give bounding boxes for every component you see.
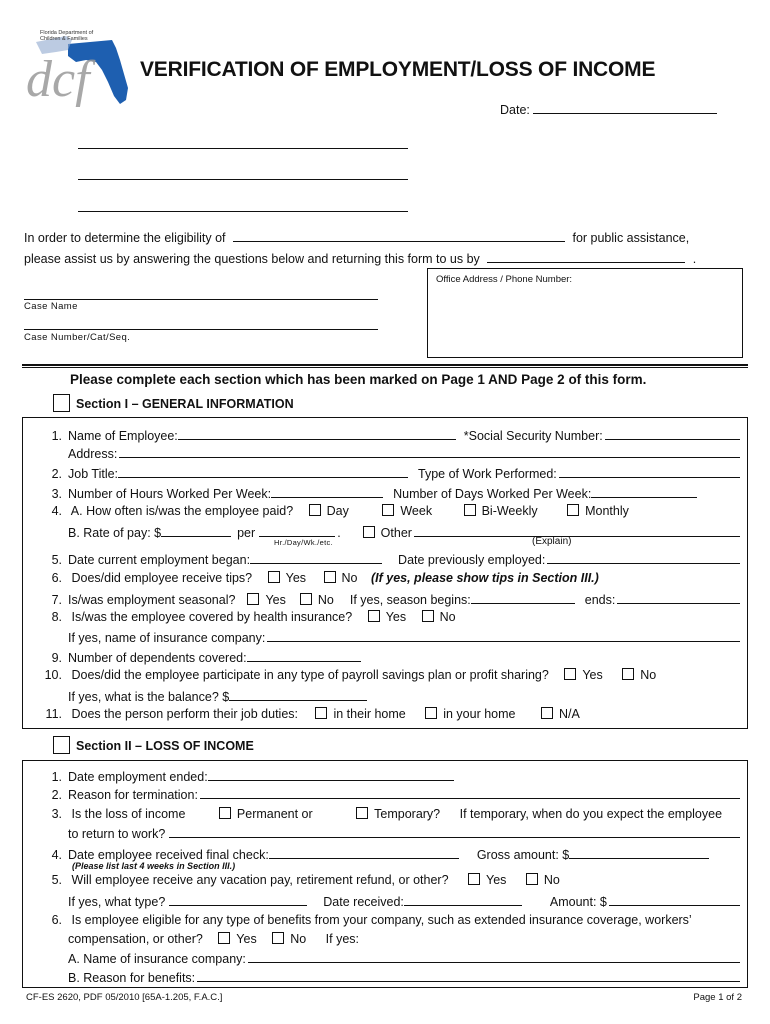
season-ends-label: ends: xyxy=(584,593,616,607)
type-of-work-label: Type of Work Performed: xyxy=(418,467,557,481)
tips-label: Does/did employee receive tips? xyxy=(71,571,253,585)
savings-balance-label: If yes, what is the balance? $ xyxy=(68,690,230,704)
benefits-reason-field[interactable] xyxy=(197,970,740,982)
benefits-yes-label: Yes xyxy=(236,932,257,946)
recipient-address-line-3[interactable] xyxy=(78,211,408,212)
insurance-yes-label: Yes xyxy=(385,610,407,624)
explain-hint: (Explain) xyxy=(532,536,572,547)
seasonal-yes-label: Yes xyxy=(265,593,286,607)
termination-reason-label: Reason for termination: xyxy=(68,788,198,802)
employment-began-field[interactable] xyxy=(250,551,382,564)
rate-of-pay-field[interactable] xyxy=(161,524,231,537)
seasonal-yes-checkbox[interactable] xyxy=(247,593,259,605)
pay-monthly-checkbox[interactable] xyxy=(567,504,579,516)
job-title-label: Job Title: xyxy=(68,467,119,481)
insurance-no-checkbox[interactable] xyxy=(422,610,434,622)
form-id: CF-ES 2620, PDF 05/2010 [65A-1.205, F.A.C.] xyxy=(26,992,223,1003)
termination-reason-field[interactable] xyxy=(200,787,740,799)
pay-frequency-label: A. How often is/was the employee paid? xyxy=(70,504,294,518)
form-title: VERIFICATION OF EMPLOYMENT/LOSS OF INCOME xyxy=(140,58,656,81)
q10-number: 10. xyxy=(44,668,62,682)
case-name-label: Case Name xyxy=(24,301,78,312)
final-check-label: Date employee received final check: xyxy=(68,848,269,862)
address-label: Address: xyxy=(68,447,118,461)
season-begins-field[interactable] xyxy=(471,591,575,604)
intro-line1-prefix: In order to determine the eligibility of xyxy=(24,231,226,245)
savings-yes-label: Yes xyxy=(582,668,603,682)
pay-day-checkbox[interactable] xyxy=(309,504,321,516)
q1-number: 1. xyxy=(51,429,62,443)
previously-employed-label: Date previously employed: xyxy=(398,553,546,567)
intro-line2: please assist us by answering the questions below and returning this form to us by xyxy=(24,252,480,266)
rate-unit-hint: Hr./Day/Wk./etc. xyxy=(274,538,333,547)
hours-per-week-label: Number of Hours Worked Per Week: xyxy=(68,487,272,501)
applicant-name-field[interactable] xyxy=(233,229,565,242)
employment-began-label: Date current employment began: xyxy=(68,553,251,567)
type-of-work-field[interactable] xyxy=(559,466,740,478)
date-received-field[interactable] xyxy=(404,893,522,906)
vacation-no-checkbox[interactable] xyxy=(526,873,538,885)
vacation-yes-checkbox[interactable] xyxy=(468,873,480,885)
pay-other-label: Other xyxy=(380,526,412,540)
s2-q4-number: 4. xyxy=(51,848,62,862)
loss-type-label: Is the loss of income xyxy=(71,807,186,821)
q3-number: 3. xyxy=(51,487,62,501)
final-check-note: (Please list last 4 weeks in Section III.) xyxy=(72,861,236,871)
benefits-eligible-line1: Is employee eligible for any type of benefits from your company, such as extended insurance coverage, workers’ xyxy=(71,913,692,927)
date-received-label: Date received: xyxy=(323,895,404,909)
vacation-pay-label: Will employee receive any vacation pay, retirement refund, or other? xyxy=(71,873,449,887)
pay-other-field[interactable] xyxy=(414,525,740,537)
loss-permanent-label: Permanent or xyxy=(236,807,313,821)
q4-number: 4. xyxy=(51,504,62,518)
pay-biweekly-label: Bi-Weekly xyxy=(481,504,538,518)
benefits-yes-checkbox[interactable] xyxy=(218,932,230,944)
section2-title: Section II – LOSS OF INCOME xyxy=(76,739,254,753)
employment-ended-label: Date employment ended: xyxy=(68,770,208,784)
insurance-company-label: If yes, name of insurance company: xyxy=(68,631,266,645)
savings-balance-field[interactable] xyxy=(229,688,367,701)
duties-your-home-checkbox[interactable] xyxy=(425,707,437,719)
vacation-no-label: No xyxy=(543,873,560,887)
office-address-box[interactable] xyxy=(427,268,743,358)
gross-amount-field[interactable] xyxy=(569,846,709,859)
return-by-date-field[interactable] xyxy=(487,250,685,263)
savings-yes-checkbox[interactable] xyxy=(564,668,576,680)
recipient-address-line-2[interactable] xyxy=(78,179,408,180)
case-number-field[interactable] xyxy=(24,329,378,330)
benefits-insurance-company-field[interactable] xyxy=(248,951,740,963)
duties-their-home-label: in their home xyxy=(333,707,406,721)
job-title-field[interactable] xyxy=(118,465,408,478)
pay-other-checkbox[interactable] xyxy=(363,526,375,538)
q2-number: 2. xyxy=(51,467,62,481)
tips-yes-checkbox[interactable] xyxy=(268,571,280,583)
pay-monthly-label: Monthly xyxy=(585,504,629,518)
vacation-amount-label: Amount: $ xyxy=(549,895,607,909)
q11-number: 11. xyxy=(45,707,62,721)
insurance-company-field[interactable] xyxy=(267,630,740,642)
s2-q3-number: 3. xyxy=(51,807,62,821)
benefits-if-yes-label: If yes: xyxy=(325,932,359,946)
date-field[interactable] xyxy=(533,101,717,114)
s2-q6-number: 6. xyxy=(51,913,62,927)
savings-no-label: No xyxy=(640,668,657,682)
tips-no-label: No xyxy=(341,571,358,585)
q6-number: 6. xyxy=(51,571,62,585)
loss-temporary-label: Temporary? xyxy=(374,807,441,821)
benefits-eligible-line2: compensation, or other? xyxy=(68,932,203,946)
vacation-type-field[interactable] xyxy=(169,893,307,906)
rate-of-pay-label: B. Rate of pay: $ xyxy=(68,526,162,540)
insurance-no-label: No xyxy=(439,610,456,624)
ssn-label: *Social Security Number: xyxy=(463,429,603,443)
loss-permanent-checkbox[interactable] xyxy=(219,807,231,819)
s2-q5-number: 5. xyxy=(51,873,62,887)
dcf-logo xyxy=(16,30,134,110)
benefits-no-label: No xyxy=(290,932,307,946)
rate-per-label: per xyxy=(237,526,256,540)
pay-week-label: Week xyxy=(400,504,433,518)
q9-number: 9. xyxy=(51,651,62,665)
vacation-amount-field[interactable] xyxy=(609,894,740,906)
savings-plan-label: Does/did the employee participate in any type of payroll savings plan or profit sharing? xyxy=(71,668,549,682)
vacation-yes-label: Yes xyxy=(486,873,507,887)
agency-name-line1: Florida Department of xyxy=(40,30,94,36)
florida-map-icon xyxy=(16,30,134,110)
health-insurance-label: Is/was the employee covered by health insurance? xyxy=(71,610,353,624)
q5-number: 5. xyxy=(51,553,62,567)
seasonal-label: Is/was employment seasonal? xyxy=(68,593,236,607)
duties-your-home-label: in your home xyxy=(443,707,516,721)
benefits-no-checkbox[interactable] xyxy=(272,932,284,944)
employee-name-field[interactable] xyxy=(178,427,456,440)
vacation-type-label: If yes, what type? xyxy=(68,895,166,909)
employment-ended-field[interactable] xyxy=(208,768,454,781)
return-to-work-field[interactable] xyxy=(169,826,740,838)
benefits-insurance-company-label: A. Name of insurance company: xyxy=(68,952,246,966)
season-ends-field[interactable] xyxy=(617,592,740,604)
intro-period: . xyxy=(692,252,697,266)
tips-no-checkbox[interactable] xyxy=(324,571,336,583)
seasonal-no-label: No xyxy=(317,593,334,607)
section1-checkbox[interactable] xyxy=(53,394,70,412)
savings-no-checkbox[interactable] xyxy=(622,668,634,680)
days-per-week-field[interactable] xyxy=(591,485,697,498)
tips-note: (If yes, please show tips in Section III.) xyxy=(370,571,599,585)
employee-name-label: Name of Employee: xyxy=(68,429,178,443)
s2-q1-number: 1. xyxy=(51,770,62,784)
q8-number: 8. xyxy=(51,610,62,624)
recipient-address-line-1[interactable] xyxy=(78,148,408,149)
duties-na-checkbox[interactable] xyxy=(541,707,553,719)
rate-unit-field[interactable] xyxy=(259,524,335,537)
days-per-week-label: Number of Days Worked Per Week: xyxy=(393,487,592,501)
seasonal-no-checkbox[interactable] xyxy=(300,593,312,605)
q7-number: 7. xyxy=(51,593,62,607)
return-to-work-label: to return to work? xyxy=(68,827,166,841)
pay-week-checkbox[interactable] xyxy=(382,504,394,516)
final-check-field[interactable] xyxy=(269,846,459,859)
dependents-field[interactable] xyxy=(247,649,361,662)
address-field[interactable] xyxy=(119,446,740,458)
season-begins-label: If yes, season begins: xyxy=(349,593,471,607)
section-divider xyxy=(22,364,748,368)
insurance-yes-checkbox[interactable] xyxy=(368,610,380,622)
gross-amount-label: Gross amount: $ xyxy=(476,848,570,862)
page-number: Page 1 of 2 xyxy=(693,992,742,1003)
case-number-label: Case Number/Cat/Seq. xyxy=(24,332,131,343)
section2-checkbox[interactable] xyxy=(53,736,70,754)
pay-biweekly-checkbox[interactable] xyxy=(464,504,476,516)
case-name-field[interactable] xyxy=(24,299,378,300)
office-box-label: Office Address / Phone Number: xyxy=(436,274,573,285)
hours-per-week-field[interactable] xyxy=(271,485,383,498)
s2-q2-number: 2. xyxy=(51,788,62,802)
job-duties-label: Does the person perform their job duties: xyxy=(71,707,298,721)
svg-text:dcf: dcf xyxy=(26,51,90,108)
duties-their-home-checkbox[interactable] xyxy=(315,707,327,719)
tips-yes-label: Yes xyxy=(285,571,307,585)
loss-temporary-checkbox[interactable] xyxy=(356,807,368,819)
ssn-field[interactable] xyxy=(605,428,740,440)
section1-title: Section I – GENERAL INFORMATION xyxy=(76,397,294,411)
instructions-text: Please complete each section which has been marked on Page 1 AND Page 2 of this form. xyxy=(70,372,647,387)
duties-na-label: N/A xyxy=(558,707,580,721)
pay-day-label: Day xyxy=(326,504,349,518)
intro-line1-suffix: for public assistance, xyxy=(572,231,690,245)
agency-name-line2: Children & Families xyxy=(40,36,88,42)
date-label: Date: xyxy=(500,103,530,117)
dependents-label: Number of dependents covered: xyxy=(68,651,247,665)
previously-employed-field[interactable] xyxy=(547,552,740,564)
temporary-when-label: If temporary, when do you expect the employee xyxy=(459,807,723,821)
rate-period: . xyxy=(337,526,341,540)
benefits-reason-label: B. Reason for benefits: xyxy=(68,971,196,985)
